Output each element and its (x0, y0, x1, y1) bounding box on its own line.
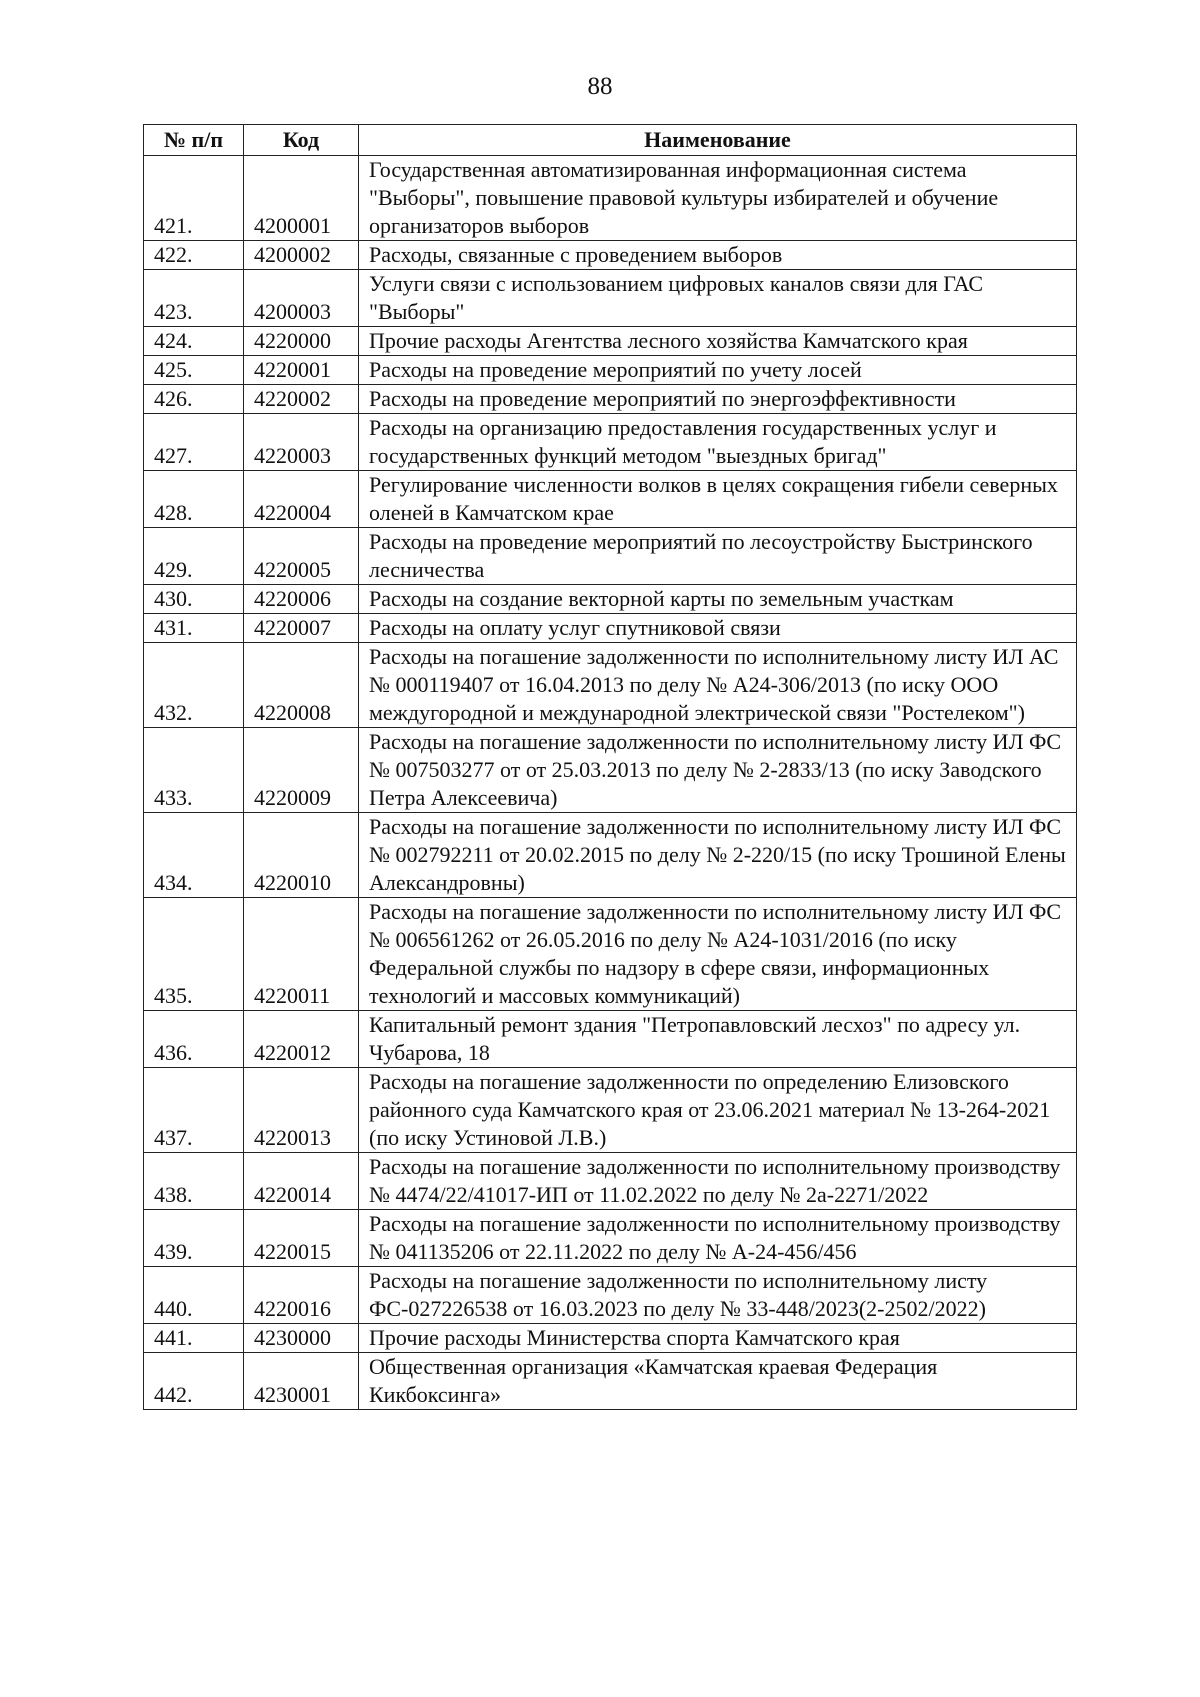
row-code: 4220016 (244, 1267, 359, 1324)
table-header-row (144, 125, 1077, 156)
row-num: 423. (144, 270, 244, 327)
row-num: 422. (144, 241, 244, 270)
row-num: 429. (144, 528, 244, 585)
row-code: 4220000 (244, 327, 359, 356)
row-name: Расходы на организацию предоставления государственных услуг и государственных функций методом "выездных бригад" (359, 414, 1077, 471)
row-name: Услуги связи с использованием цифровых каналов связи для ГАС "Выборы" (359, 270, 1077, 327)
row-code: 4220008 (244, 643, 359, 728)
row-num: 436. (144, 1011, 244, 1068)
row-name: Расходы на погашение задолженности по исполнительному листу ИЛ ФС № 006561262 от 26.05.2016 по делу № А24-1031/2016 (по иску Федеральной службы по надзору в сфере связи, информационных технологий и массовых коммуникаций) (359, 898, 1077, 1011)
row-num: 440. (144, 1267, 244, 1324)
row-code: 4220004 (244, 471, 359, 528)
row-code: 4220003 (244, 414, 359, 471)
header-code: Код (244, 125, 359, 156)
row-num: 437. (144, 1068, 244, 1153)
table-row (144, 728, 1077, 813)
row-code: 4220014 (244, 1153, 359, 1210)
header-name: Наименование (359, 125, 1077, 156)
table-row (144, 1353, 1077, 1410)
row-code: 4220002 (244, 385, 359, 414)
row-num: 431. (144, 614, 244, 643)
row-name: Расходы на проведение мероприятий по лесоустройству Быстринского лесничества (359, 528, 1077, 585)
table-row (144, 385, 1077, 414)
row-code: 4220012 (244, 1011, 359, 1068)
row-num: 428. (144, 471, 244, 528)
table-row (144, 356, 1077, 385)
row-num: 430. (144, 585, 244, 614)
row-code: 4220009 (244, 728, 359, 813)
table-row (144, 1068, 1077, 1153)
row-name: Регулирование численности волков в целях сокращения гибели северных оленей в Камчатском крае (359, 471, 1077, 528)
row-num: 427. (144, 414, 244, 471)
row-num: 433. (144, 728, 244, 813)
table-row (144, 327, 1077, 356)
row-name: Расходы на погашение задолженности по исполнительному производству № 4474/22/41017-ИП от 11.02.2022 по делу № 2а-2271/2022 (359, 1153, 1077, 1210)
row-code: 4220007 (244, 614, 359, 643)
row-name: Общественная организация «Камчатская краевая Федерация Кикбоксинга» (359, 1353, 1077, 1410)
row-name: Расходы на погашение задолженности по исполнительному листу ИЛ ФС № 007503277 от от 25.03.2013 по делу № 2-2833/13 (по иску Заводского Петра Алексеевича) (359, 728, 1077, 813)
table-row (144, 1153, 1077, 1210)
table-row (144, 1011, 1077, 1068)
row-num: 421. (144, 156, 244, 241)
row-code: 4220005 (244, 528, 359, 585)
row-num: 432. (144, 643, 244, 728)
row-code: 4230000 (244, 1324, 359, 1353)
row-code: 4200002 (244, 241, 359, 270)
row-name: Прочие расходы Агентства лесного хозяйства Камчатского края (359, 327, 1077, 356)
row-num: 434. (144, 813, 244, 898)
registry-table (143, 124, 1077, 1410)
table-row (144, 156, 1077, 241)
row-num: 439. (144, 1210, 244, 1267)
row-name: Расходы на проведение мероприятий по учету лосей (359, 356, 1077, 385)
table-row (144, 1324, 1077, 1353)
row-code: 4220013 (244, 1068, 359, 1153)
row-code: 4220006 (244, 585, 359, 614)
row-code: 4220010 (244, 813, 359, 898)
row-name: Расходы на погашение задолженности по исполнительному листу ИЛ ФС № 002792211 от 20.02.2015 по делу № 2-220/15 (по иску Трошиной Елены Александровны) (359, 813, 1077, 898)
row-name: Капитальный ремонт здания "Петропавловский лесхоз" по адресу ул. Чубарова, 18 (359, 1011, 1077, 1068)
row-name: Расходы на погашение задолженности по исполнительному производству № 041135206 от 22.11.2022 по делу № А-24-456/456 (359, 1210, 1077, 1267)
row-name: Государственная автоматизированная информационная система "Выборы", повышение правовой культуры избирателей и обучение организаторов выборов (359, 156, 1077, 241)
table-row (144, 270, 1077, 327)
table-row (144, 585, 1077, 614)
row-code: 4220001 (244, 356, 359, 385)
row-num: 425. (144, 356, 244, 385)
table-row (144, 414, 1077, 471)
row-code: 4200001 (244, 156, 359, 241)
row-name: Расходы, связанные с проведением выборов (359, 241, 1077, 270)
row-num: 426. (144, 385, 244, 414)
row-name: Расходы на проведение мероприятий по энергоэффективности (359, 385, 1077, 414)
table-row (144, 241, 1077, 270)
row-name: Расходы на оплату услуг спутниковой связи (359, 614, 1077, 643)
header-num: № п/п (144, 125, 244, 156)
table-row (144, 813, 1077, 898)
row-name: Расходы на погашение задолженности по исполнительному листу ФС-027226538 от 16.03.2023 по делу № 33-448/2023(2-2502/2022) (359, 1267, 1077, 1324)
row-code: 4220015 (244, 1210, 359, 1267)
table-row (144, 1267, 1077, 1324)
row-num: 442. (144, 1353, 244, 1410)
page-number: 88 (587, 73, 613, 100)
row-name: Расходы на создание векторной карты по земельным участкам (359, 585, 1077, 614)
row-code: 4220011 (244, 898, 359, 1011)
row-num: 441. (144, 1324, 244, 1353)
table-row (144, 471, 1077, 528)
row-code: 4200003 (244, 270, 359, 327)
table-row (144, 528, 1077, 585)
row-name: Расходы на погашение задолженности по определению Елизовского районного суда Камчатского края от 23.06.2021 материал № 13-264-2021 (по иску Устиновой Л.В.) (359, 1068, 1077, 1153)
row-name: Прочие расходы Министерства спорта Камчатского края (359, 1324, 1077, 1353)
row-num: 435. (144, 898, 244, 1011)
row-num: 424. (144, 327, 244, 356)
row-name: Расходы на погашение задолженности по исполнительному листу ИЛ АС № 000119407 от 16.04.2013 по делу № А24-306/2013 (по иску ООО междугородной и международной электрической связи "Ростелеком") (359, 643, 1077, 728)
table-row (144, 643, 1077, 728)
row-num: 438. (144, 1153, 244, 1210)
table-row (144, 1210, 1077, 1267)
table-row (144, 898, 1077, 1011)
row-code: 4230001 (244, 1353, 359, 1410)
table-row (144, 614, 1077, 643)
